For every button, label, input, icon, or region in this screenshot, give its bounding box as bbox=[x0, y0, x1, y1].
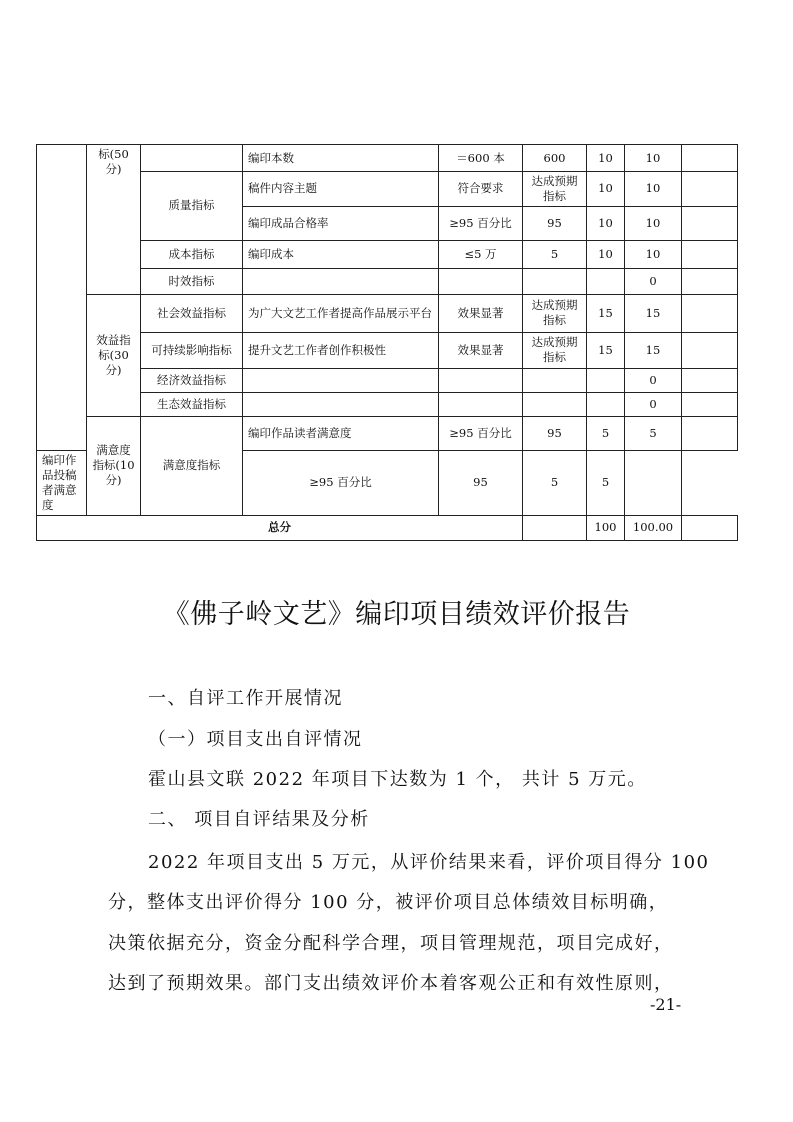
total-row bbox=[37, 515, 738, 540]
score-value: 15 bbox=[625, 332, 682, 368]
indicator-group: 标(50分) bbox=[87, 145, 141, 295]
score-value: 5 bbox=[587, 450, 625, 515]
actual-value: 达成预期指标 bbox=[523, 294, 587, 332]
indicator-type: 成本指标 bbox=[141, 240, 243, 268]
report-title: 《佛子岭文艺》编印项目绩效评价报告 bbox=[162, 599, 631, 630]
score-value: 10 bbox=[625, 206, 682, 240]
target-value: ＝600 本 bbox=[439, 145, 523, 172]
indicator-name: 编印本数 bbox=[243, 145, 439, 172]
section-heading-2: 二、 项目自评结果及分析 bbox=[148, 809, 370, 830]
remark-cell bbox=[682, 515, 738, 540]
body-paragraph-line: 2022 年项目支出 5 万元，从评价结果来看，评价项目得分 100 bbox=[148, 852, 710, 873]
indicator-name: 编印作品投稿者满意度 bbox=[37, 450, 87, 515]
table-row bbox=[37, 268, 738, 294]
actual-value: 5 bbox=[523, 240, 587, 268]
category-cell bbox=[37, 145, 87, 451]
target-value: 符合要求 bbox=[439, 172, 523, 207]
indicator-name: 编印作品读者满意度 bbox=[243, 416, 439, 450]
indicator-type: 时效指标 bbox=[141, 268, 243, 294]
score-value: 10 bbox=[625, 145, 682, 172]
subsection-heading-1: （一）项目支出自评情况 bbox=[148, 729, 363, 750]
actual-value: 95 bbox=[523, 206, 587, 240]
actual-value: 95 bbox=[523, 416, 587, 450]
indicator-group: 满意度指标(10分) bbox=[87, 416, 141, 515]
body-paragraph-line: 决策依据充分，资金分配科学合理，项目管理规范，项目完成好， bbox=[108, 933, 674, 954]
remark-cell bbox=[682, 332, 738, 368]
weight-value: 10 bbox=[587, 206, 625, 240]
indicator-type: 质量指标 bbox=[141, 172, 243, 241]
target-value: ≤5 万 bbox=[439, 240, 523, 268]
table-row bbox=[37, 392, 738, 416]
indicator-name: 提升文艺工作者创作积极性 bbox=[243, 332, 439, 368]
score-value: 15 bbox=[625, 294, 682, 332]
table-row bbox=[37, 294, 738, 332]
indicator-name: 稿件内容主题 bbox=[243, 172, 439, 207]
actual-value bbox=[523, 515, 587, 540]
indicator-type: 生态效益指标 bbox=[141, 392, 243, 416]
remark-cell bbox=[682, 145, 738, 172]
score-value: 0 bbox=[625, 392, 682, 416]
indicator-name bbox=[243, 268, 439, 294]
indicator-name bbox=[243, 392, 439, 416]
remark-cell bbox=[682, 172, 738, 207]
total-label: 总分 bbox=[37, 515, 523, 540]
weight-value: 10 bbox=[587, 145, 625, 172]
indicator-type: 满意度指标 bbox=[141, 416, 243, 515]
indicator-cell bbox=[141, 145, 243, 172]
weight-value bbox=[587, 268, 625, 294]
indicator-type: 经济效益指标 bbox=[141, 368, 243, 392]
actual-value: 95 bbox=[439, 450, 523, 515]
table-row bbox=[37, 172, 738, 207]
score-value: 10 bbox=[625, 240, 682, 268]
score-value: 5 bbox=[625, 416, 682, 450]
score-value: 0 bbox=[625, 368, 682, 392]
actual-value: 达成预期指标 bbox=[523, 332, 587, 368]
weight-value: 15 bbox=[587, 332, 625, 368]
remark-cell bbox=[682, 416, 738, 450]
table-row bbox=[37, 368, 738, 392]
score-value: 10 bbox=[625, 172, 682, 207]
indicator-name: 编印成品合格率 bbox=[243, 206, 439, 240]
remark-cell bbox=[682, 240, 738, 268]
remark-cell bbox=[682, 268, 738, 294]
table-row bbox=[37, 416, 738, 450]
section-heading-1: 一、自评工作开展情况 bbox=[148, 688, 343, 709]
performance-table bbox=[36, 144, 738, 541]
indicator-name: 编印成本 bbox=[243, 240, 439, 268]
indicator-type: 社会效益指标 bbox=[141, 294, 243, 332]
actual-value bbox=[523, 392, 587, 416]
weight-value bbox=[587, 392, 625, 416]
target-value: ≥95 百分比 bbox=[243, 450, 439, 515]
target-value: 效果显著 bbox=[439, 332, 523, 368]
weight-value: 10 bbox=[587, 172, 625, 207]
weight-value: 15 bbox=[587, 294, 625, 332]
target-value: 效果显著 bbox=[439, 294, 523, 332]
indicator-group: 效益指标(30分) bbox=[87, 294, 141, 416]
remark-cell bbox=[625, 450, 682, 515]
actual-value bbox=[523, 368, 587, 392]
table-row bbox=[37, 332, 738, 368]
target-value: ≥95 百分比 bbox=[439, 416, 523, 450]
target-value: ≥95 百分比 bbox=[439, 206, 523, 240]
indicator-type: 可持续影响指标 bbox=[141, 332, 243, 368]
total-weight: 100 bbox=[587, 515, 625, 540]
remark-cell bbox=[682, 294, 738, 332]
weight-value: 5 bbox=[587, 416, 625, 450]
weight-value bbox=[587, 368, 625, 392]
target-value bbox=[439, 268, 523, 294]
target-value bbox=[439, 368, 523, 392]
page-number: -21- bbox=[650, 995, 682, 1014]
remark-cell bbox=[682, 368, 738, 392]
weight-value: 10 bbox=[587, 240, 625, 268]
indicator-name bbox=[243, 368, 439, 392]
table-row bbox=[37, 145, 738, 172]
indicator-name: 为广大文艺工作者提高作品展示平台 bbox=[243, 294, 439, 332]
weight-value: 5 bbox=[523, 450, 587, 515]
actual-value: 达成预期指标 bbox=[523, 172, 587, 207]
table-row bbox=[37, 240, 738, 268]
score-value: 0 bbox=[625, 268, 682, 294]
target-value bbox=[439, 392, 523, 416]
body-paragraph-line: 分，整体支出评价得分 100 分，被评价项目总体绩效目标明确， bbox=[108, 892, 669, 913]
body-paragraph-line: 达到了预期效果。部门支出绩效评价本着客观公正和有效性原则， bbox=[108, 973, 674, 994]
remark-cell bbox=[682, 392, 738, 416]
body-paragraph-line: 霍山县文联 2022 年项目下达数为 1 个， 共计 5 万元。 bbox=[148, 769, 647, 790]
total-score: 100.00 bbox=[625, 515, 682, 540]
actual-value bbox=[523, 268, 587, 294]
remark-cell bbox=[682, 206, 738, 240]
actual-value: 600 bbox=[523, 145, 587, 172]
